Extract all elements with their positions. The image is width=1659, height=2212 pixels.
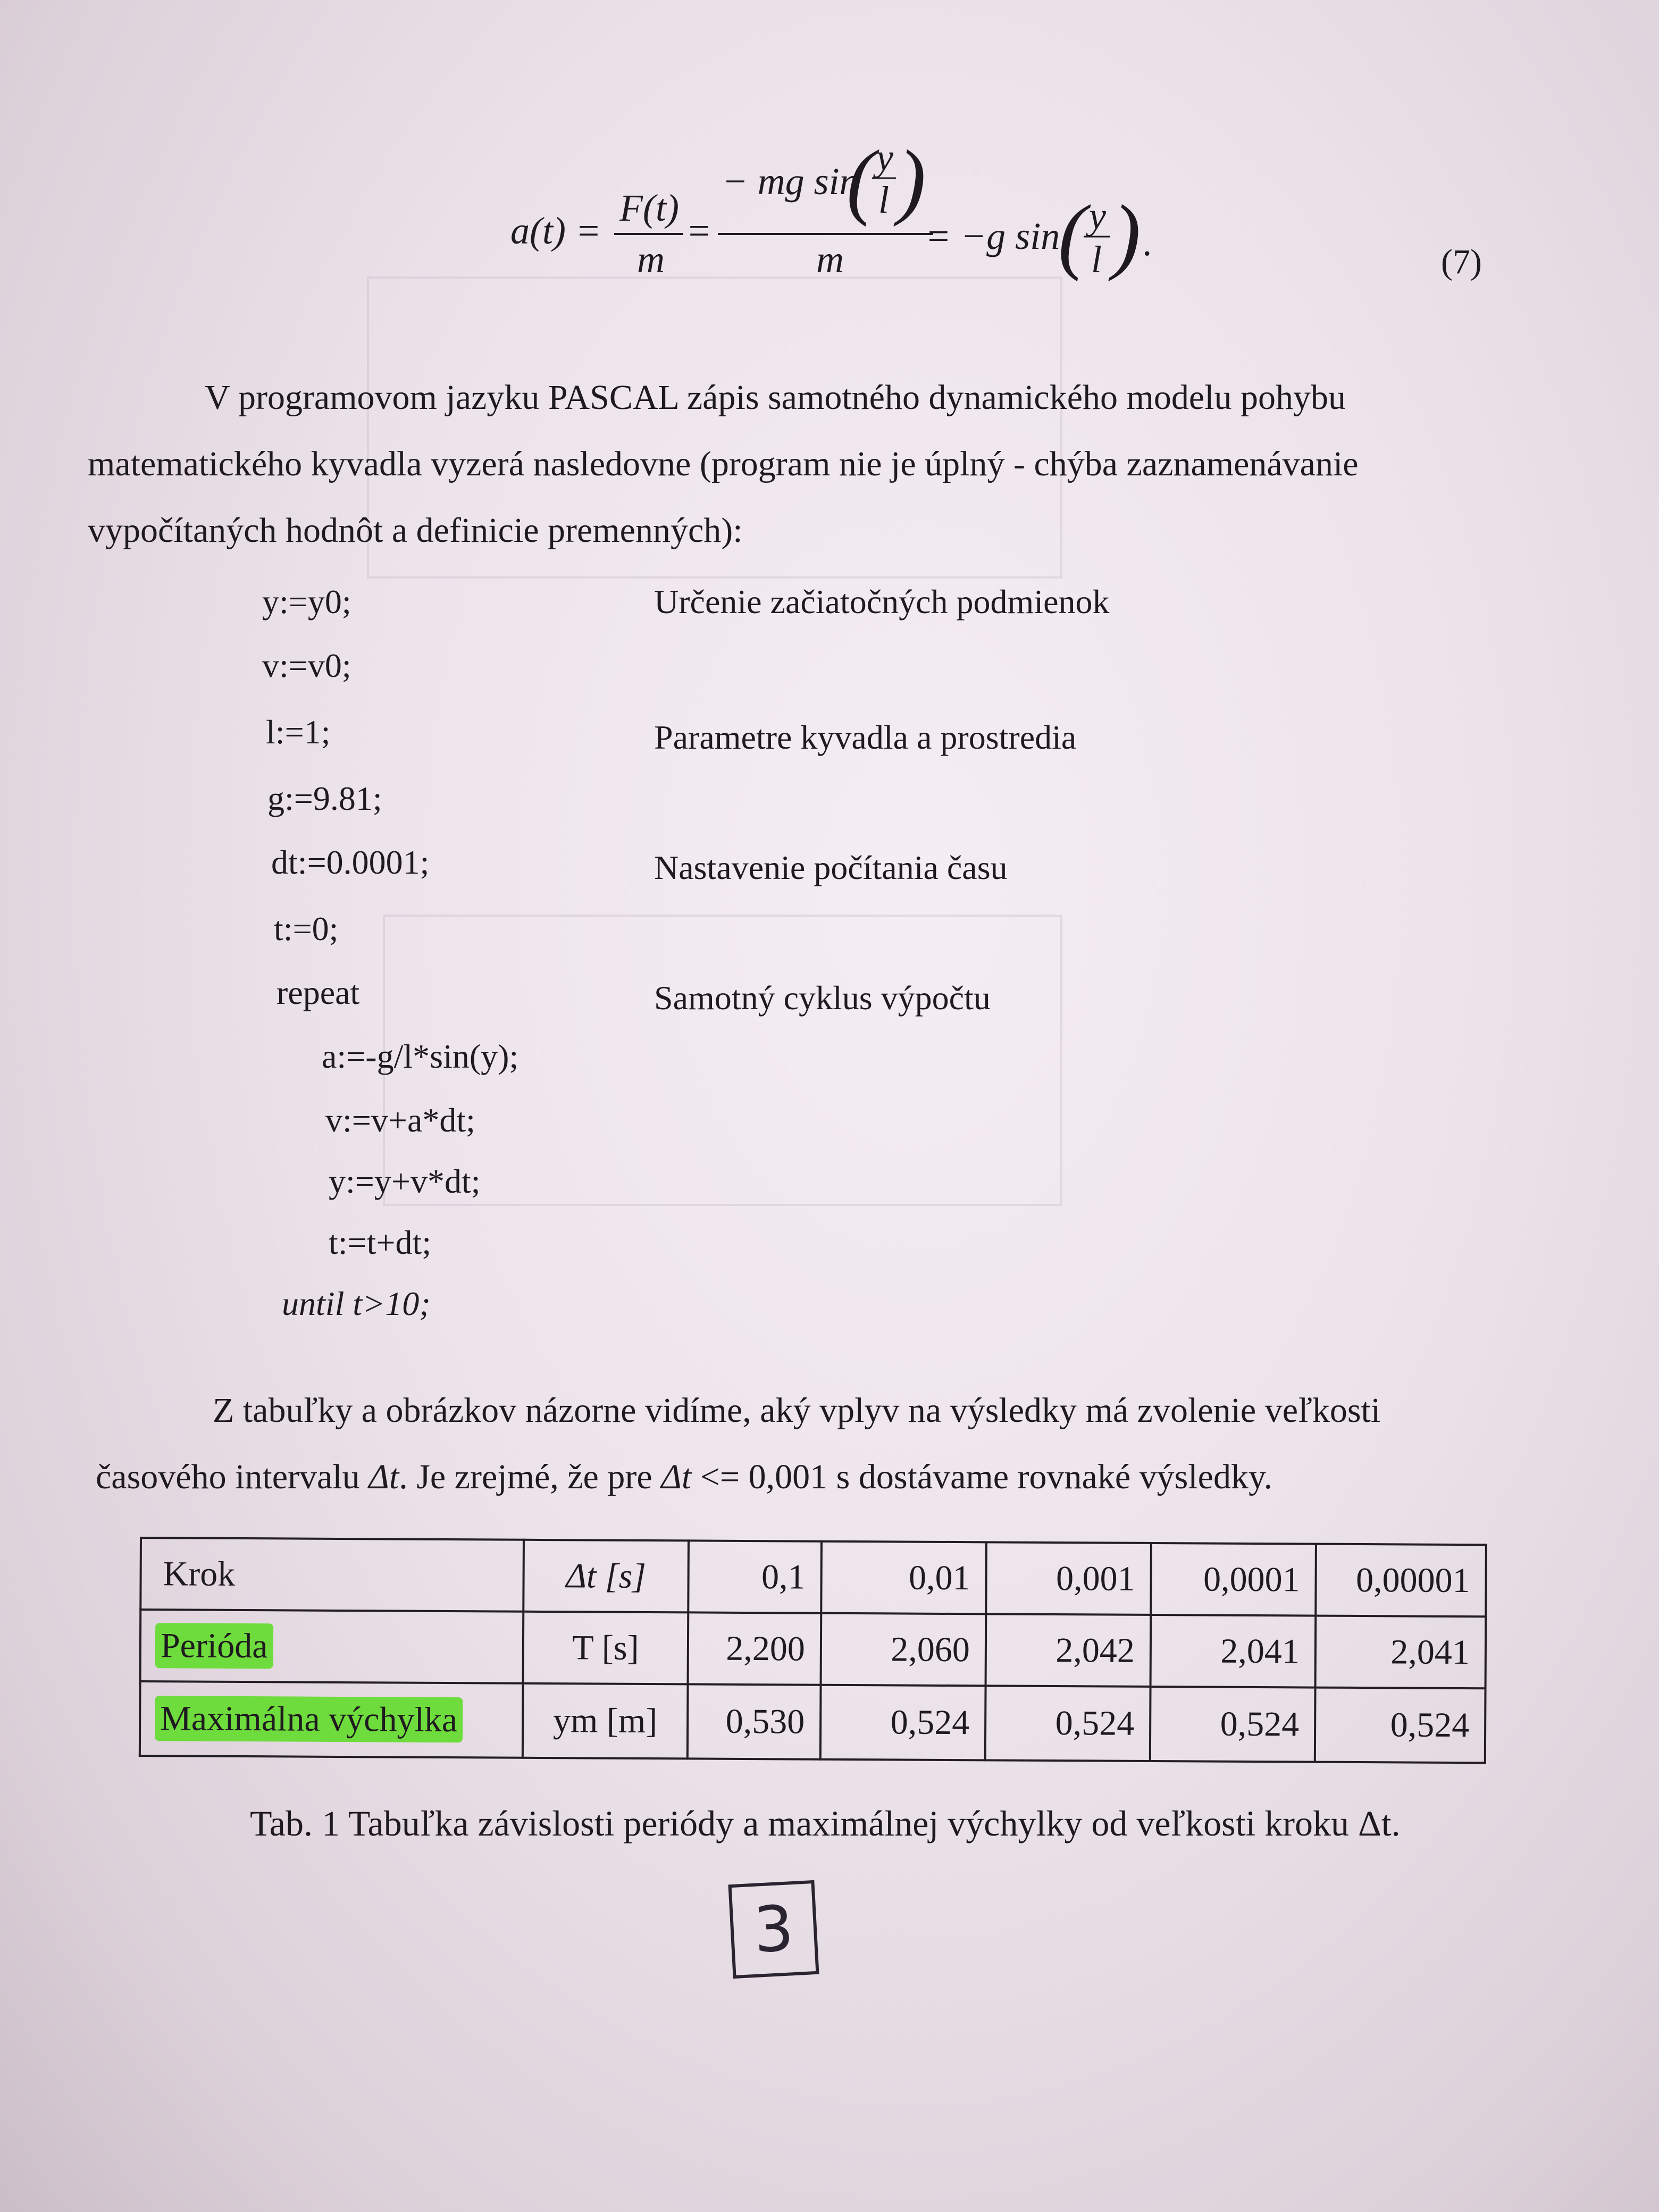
code-line-12: until t>10; (282, 1285, 431, 1322)
table-cell: 0,524 (1315, 1688, 1486, 1763)
table-cell: 0,0001 (1151, 1543, 1316, 1616)
intro-line-2: matematického kyvadla vyzerá nasledovne (program nie je úplný - chýba zaznamenávanie (88, 445, 1359, 483)
eq-lhs: a(t) = (510, 210, 601, 252)
table-caption: Tab. 1 Tabuľka závislosti periódy a maximálnej výchylky od veľkosti kroku Δt. (250, 1803, 1401, 1844)
handwritten-page-number: 3 (728, 1880, 819, 1979)
eq-frac3-paren-close: ) (1112, 187, 1141, 282)
eq-frac2-paren-open: ( (847, 132, 875, 227)
row-label-max-amplitude (140, 1681, 523, 1758)
table-cell: 2,041 (1316, 1616, 1486, 1689)
eq-frac3-num: y (1089, 195, 1106, 237)
unit-step: Δt [s] (523, 1540, 689, 1613)
comment-pendulum-parameters: Parametre kyvadla a prostredia (654, 718, 1077, 756)
comment-initial-conditions: Určenie začiatočných podmienok (654, 583, 1110, 621)
eq-rhs: = −g sin (925, 215, 1060, 257)
table-cell: 0,524 (1150, 1687, 1316, 1762)
code-line-3: l:=1; (266, 713, 331, 751)
table-cell: 0,1 (688, 1540, 822, 1613)
conclusion-line-2-part-a: časového intervalu (96, 1457, 369, 1496)
table-cell: 0,01 (821, 1541, 986, 1614)
intro-line-1: V programovom jazyku PASCAL zápis samotného dynamického modelu pohybu (205, 378, 1346, 417)
eq-frac2-inner-num: y (876, 136, 893, 179)
highlighted-text: Perióda (155, 1623, 273, 1669)
table-row-step (140, 1538, 1486, 1616)
conclusion-line-1: Z tabuľky a obrázkov názorne vidíme, aký vplyv na výsledky má zvolenie veľkosti (213, 1391, 1381, 1430)
eq-frac2-den: m (816, 238, 844, 281)
delta-t-symbol-2: Δt (661, 1457, 692, 1496)
eq-frac1-num: F(t) (619, 187, 679, 229)
conclusion-line-2-part-b: . Je zrejmé, že pre (399, 1457, 661, 1496)
table-cell: 2,041 (1151, 1615, 1316, 1688)
code-line-6: t:=0; (274, 910, 339, 948)
eq-frac2-inner-den: l (878, 179, 890, 221)
eq-frac3-den: l (1091, 238, 1102, 281)
code-line-10: y:=y+v*dt; (329, 1162, 481, 1200)
row-label-step: Krok (140, 1538, 524, 1612)
code-line-5: dt:=0.0001; (271, 843, 430, 881)
code-line-7: repeat (276, 974, 360, 1011)
eq-frac2-num: − mg sin (722, 160, 859, 203)
conclusion-line-2-part-c: <= 0,001 s dostávame rovnaké výsledky. (691, 1457, 1273, 1496)
eq-frac2-paren-close: ) (898, 132, 926, 227)
table-row-period (140, 1610, 1486, 1688)
table-cell: 2,200 (688, 1612, 822, 1685)
code-line-11: t:=t+dt; (329, 1224, 432, 1261)
table-cell: 0,001 (986, 1542, 1151, 1615)
table-cell: 0,524 (820, 1685, 986, 1761)
eq-equals-2: = (686, 210, 712, 252)
eq-frac3-paren-open: ( (1058, 187, 1087, 282)
comment-time-setup: Nastavenie počítania času (654, 849, 1008, 886)
code-line-1: y:=y0; (262, 583, 351, 621)
conclusion-line-2 (96, 1457, 1273, 1496)
code-line-2: v:=v0; (262, 647, 351, 684)
code-line-4: g:=9.81; (267, 780, 382, 817)
equation-7 (510, 132, 1191, 308)
table-cell: 2,060 (821, 1613, 986, 1686)
unit-period: T [s] (523, 1612, 689, 1685)
highlighted-text: Maximálna výchylka (155, 1696, 463, 1742)
equation-number: (7) (1441, 242, 1482, 281)
table-cell: 0,530 (688, 1684, 821, 1759)
eq-end-period: . (1143, 221, 1153, 264)
results-table (139, 1537, 1487, 1764)
eq-frac1-den: m (637, 238, 665, 281)
table-row-max-amplitude (140, 1681, 1486, 1763)
row-label-period (140, 1610, 524, 1683)
table-cell: 0,00001 (1316, 1544, 1486, 1617)
code-line-8: a:=-g/l*sin(y); (322, 1037, 519, 1075)
unit-max-amplitude: ym [m] (523, 1683, 688, 1759)
table-cell: 2,042 (986, 1614, 1151, 1687)
intro-line-3: vypočítaných hodnôt a definicie premenných): (88, 511, 743, 550)
table-cell: 0,524 (985, 1686, 1151, 1761)
comment-calculation-loop: Samotný cyklus výpočtu (654, 979, 991, 1017)
code-line-9: v:=v+a*dt; (325, 1101, 475, 1139)
delta-t-symbol: Δt (368, 1457, 399, 1496)
